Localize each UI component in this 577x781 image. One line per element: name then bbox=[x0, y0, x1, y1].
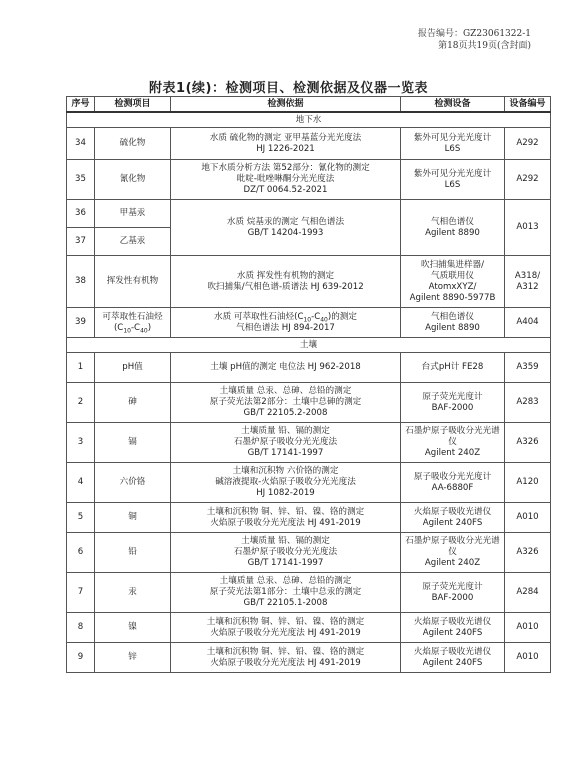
table-row bbox=[67, 573, 551, 613]
row-basis: 土壤质量 总汞、总砷、总铅的测定 原子荧光法第2部分：土壤中总砷的测定 GB/T 22105.2-2008 bbox=[171, 383, 401, 423]
row-equipment: 气相色谱仪 Agilent 8890 bbox=[401, 308, 505, 338]
row-equipment-id: A404 bbox=[505, 308, 551, 338]
row-item: pH值 bbox=[95, 353, 171, 383]
row-no: 35 bbox=[67, 160, 95, 200]
row-equipment-id: A013 bbox=[505, 200, 551, 256]
row-equipment-id: A284 bbox=[505, 573, 551, 613]
column-header-equipment: 检测设备 bbox=[401, 97, 505, 113]
row-basis: 土壤和沉积物 铜、锌、铅、镍、铬的测定 火焰原子吸收分光光度法 HJ 491-2019 bbox=[171, 503, 401, 533]
row-basis: 水质 挥发性有机物的测定 吹扫捕集/气相色谱-质谱法 HJ 639-2012 bbox=[171, 256, 401, 308]
row-equipment: 吹扫捕集进样器/ 气质联用仪 AtomxXYZ/ Agilent 8890-5977B bbox=[401, 256, 505, 308]
row-equipment-id: A010 bbox=[505, 613, 551, 643]
row-no: 8 bbox=[67, 613, 95, 643]
row-no: 5 bbox=[67, 503, 95, 533]
row-equipment: 火焰原子吸收光谱仪 Agilent 240FS bbox=[401, 643, 505, 673]
row-equipment: 石墨炉原子吸收分光光谱仪 Agilent 240Z bbox=[401, 533, 505, 573]
row-equipment: 火焰原子吸收光谱仪 Agilent 240FS bbox=[401, 503, 505, 533]
row-item: 挥发性有机物 bbox=[95, 256, 171, 308]
row-no: 34 bbox=[67, 128, 95, 160]
row-item: 镍 bbox=[95, 613, 171, 643]
row-basis: 地下水质分析方法 第52部分：氰化物的测定 吡啶-吡唑啉酮分光光度法 DZ/T 0064.52-2021 bbox=[171, 160, 401, 200]
soil-rows bbox=[67, 353, 551, 673]
section-title: 土壤 bbox=[67, 338, 551, 353]
row-basis: 土壤和沉积物 铜、锌、铅、镍、铬的测定 火焰原子吸收分光光度法 HJ 491-2019 bbox=[171, 613, 401, 643]
column-header-basis: 检测依据 bbox=[171, 97, 401, 113]
row-equipment: 原子荧光光度计 BAF-2000 bbox=[401, 383, 505, 423]
row-equipment-id: A359 bbox=[505, 353, 551, 383]
row-no: 2 bbox=[67, 383, 95, 423]
row-basis: 土壤 pH值的测定 电位法 HJ 962-2018 bbox=[171, 353, 401, 383]
row-no: 38 bbox=[67, 256, 95, 308]
row-equipment-id: A326 bbox=[505, 423, 551, 463]
row-equipment-id: A010 bbox=[505, 503, 551, 533]
section-title: 地下水 bbox=[67, 112, 551, 128]
row-equipment: 火焰原子吸收光谱仪 Agilent 240FS bbox=[401, 613, 505, 643]
table-row bbox=[67, 503, 551, 533]
row-item: 铅 bbox=[95, 533, 171, 573]
table-row bbox=[67, 308, 551, 338]
table-row bbox=[67, 533, 551, 573]
row-item: 汞 bbox=[95, 573, 171, 613]
row-basis: 水质 烷基汞的测定 气相色谱法 GB/T 14204-1993 bbox=[171, 200, 401, 256]
report-header bbox=[418, 28, 531, 52]
table-row bbox=[67, 613, 551, 643]
column-header-no: 序号 bbox=[67, 97, 95, 113]
table-row bbox=[67, 160, 551, 200]
section-row-groundwater bbox=[67, 112, 551, 128]
row-equipment: 紫外可见分光光度计 L6S bbox=[401, 128, 505, 160]
row-item: 硫化物 bbox=[95, 128, 171, 160]
row-item: 甲基汞 bbox=[95, 200, 171, 228]
row-equipment-id: A318/ A312 bbox=[505, 256, 551, 308]
row-item: 可萃取性石油烃 $(C_{10}-C_{40})$ bbox=[95, 308, 171, 338]
table-row bbox=[67, 128, 551, 160]
row-item: 乙基汞 bbox=[95, 228, 171, 256]
row-equipment: 气相色谱仪 Agilent 8890 bbox=[401, 200, 505, 256]
row-equipment-id: A010 bbox=[505, 643, 551, 673]
report-number: 报告编号：GZ23061322-1 bbox=[417, 29, 531, 39]
row-basis: 土壤质量 铅、镉的测定 石墨炉原子吸收分光光度法 GB/T 17141-1997 bbox=[171, 423, 401, 463]
row-basis: 水质 可萃取性石油烃$(C_{10}-C_{40})$的测定 气相色谱法 HJ 894-2017 bbox=[171, 308, 401, 338]
row-item: 砷 bbox=[95, 383, 171, 423]
row-item: 铜 bbox=[95, 503, 171, 533]
row-no: 3 bbox=[67, 423, 95, 463]
column-header-item: 检测项目 bbox=[95, 97, 171, 113]
row-equipment: 紫外可见分光光度计 L6S bbox=[401, 160, 505, 200]
table-row bbox=[67, 200, 551, 228]
row-no: 37 bbox=[67, 228, 95, 256]
table-title: 附表1(续)：检测项目、检测依据及仪器一览表 bbox=[149, 81, 428, 96]
row-equipment-id: A283 bbox=[505, 383, 551, 423]
row-equipment-id: A120 bbox=[505, 463, 551, 503]
table-row bbox=[67, 383, 551, 423]
row-basis: 土壤质量 铅、镉的测定 石墨炉原子吸收分光光度法 GB/T 17141-1997 bbox=[171, 533, 401, 573]
row-equipment: 台式pH计 FE28 bbox=[401, 353, 505, 383]
row-equipment-id: A292 bbox=[505, 128, 551, 160]
table-header-row bbox=[67, 97, 551, 113]
row-no: 4 bbox=[67, 463, 95, 503]
row-equipment-id: A292 bbox=[505, 160, 551, 200]
row-item: 镉 bbox=[95, 423, 171, 463]
row-item: 六价铬 bbox=[95, 463, 171, 503]
row-no: 6 bbox=[67, 533, 95, 573]
row-no: 7 bbox=[67, 573, 95, 613]
row-basis: 土壤和沉积物 铜、锌、铅、镍、铬的测定 火焰原子吸收分光光度法 HJ 491-2019 bbox=[171, 643, 401, 673]
row-item: 氰化物 bbox=[95, 160, 171, 200]
row-basis: 水质 硫化物的测定 亚甲基蓝分光光度法 HJ 1226-2021 bbox=[171, 128, 401, 160]
column-header-id: 设备编号 bbox=[505, 97, 551, 113]
table-row bbox=[67, 463, 551, 503]
table-row bbox=[67, 643, 551, 673]
row-no: 36 bbox=[67, 200, 95, 228]
instrument-table bbox=[66, 96, 551, 673]
section-row-soil bbox=[67, 338, 551, 353]
table-row bbox=[67, 353, 551, 383]
row-equipment-id: A326 bbox=[505, 533, 551, 573]
row-equipment: 石墨炉原子吸收分光光谱仪 Agilent 240Z bbox=[401, 423, 505, 463]
row-equipment: 原子吸收分光光度计 AA-6880F bbox=[401, 463, 505, 503]
row-no: 9 bbox=[67, 643, 95, 673]
row-equipment: 原子荧光光度计 BAF-2000 bbox=[401, 573, 505, 613]
row-item: 锌 bbox=[95, 643, 171, 673]
page-info: 第18页共19页(含封面) bbox=[438, 41, 531, 51]
row-no: 1 bbox=[67, 353, 95, 383]
row-basis: 土壤质量 总汞、总砷、总铅的测定 原子荧光法第1部分：土壤中总汞的测定 GB/T 22105.1-2008 bbox=[171, 573, 401, 613]
table-row bbox=[67, 423, 551, 463]
row-no: 39 bbox=[67, 308, 95, 338]
table-row bbox=[67, 256, 551, 308]
row-basis: 土壤和沉积物 六价铬的测定 碱溶液提取-火焰原子吸收分光光度法 HJ 1082-2019 bbox=[171, 463, 401, 503]
